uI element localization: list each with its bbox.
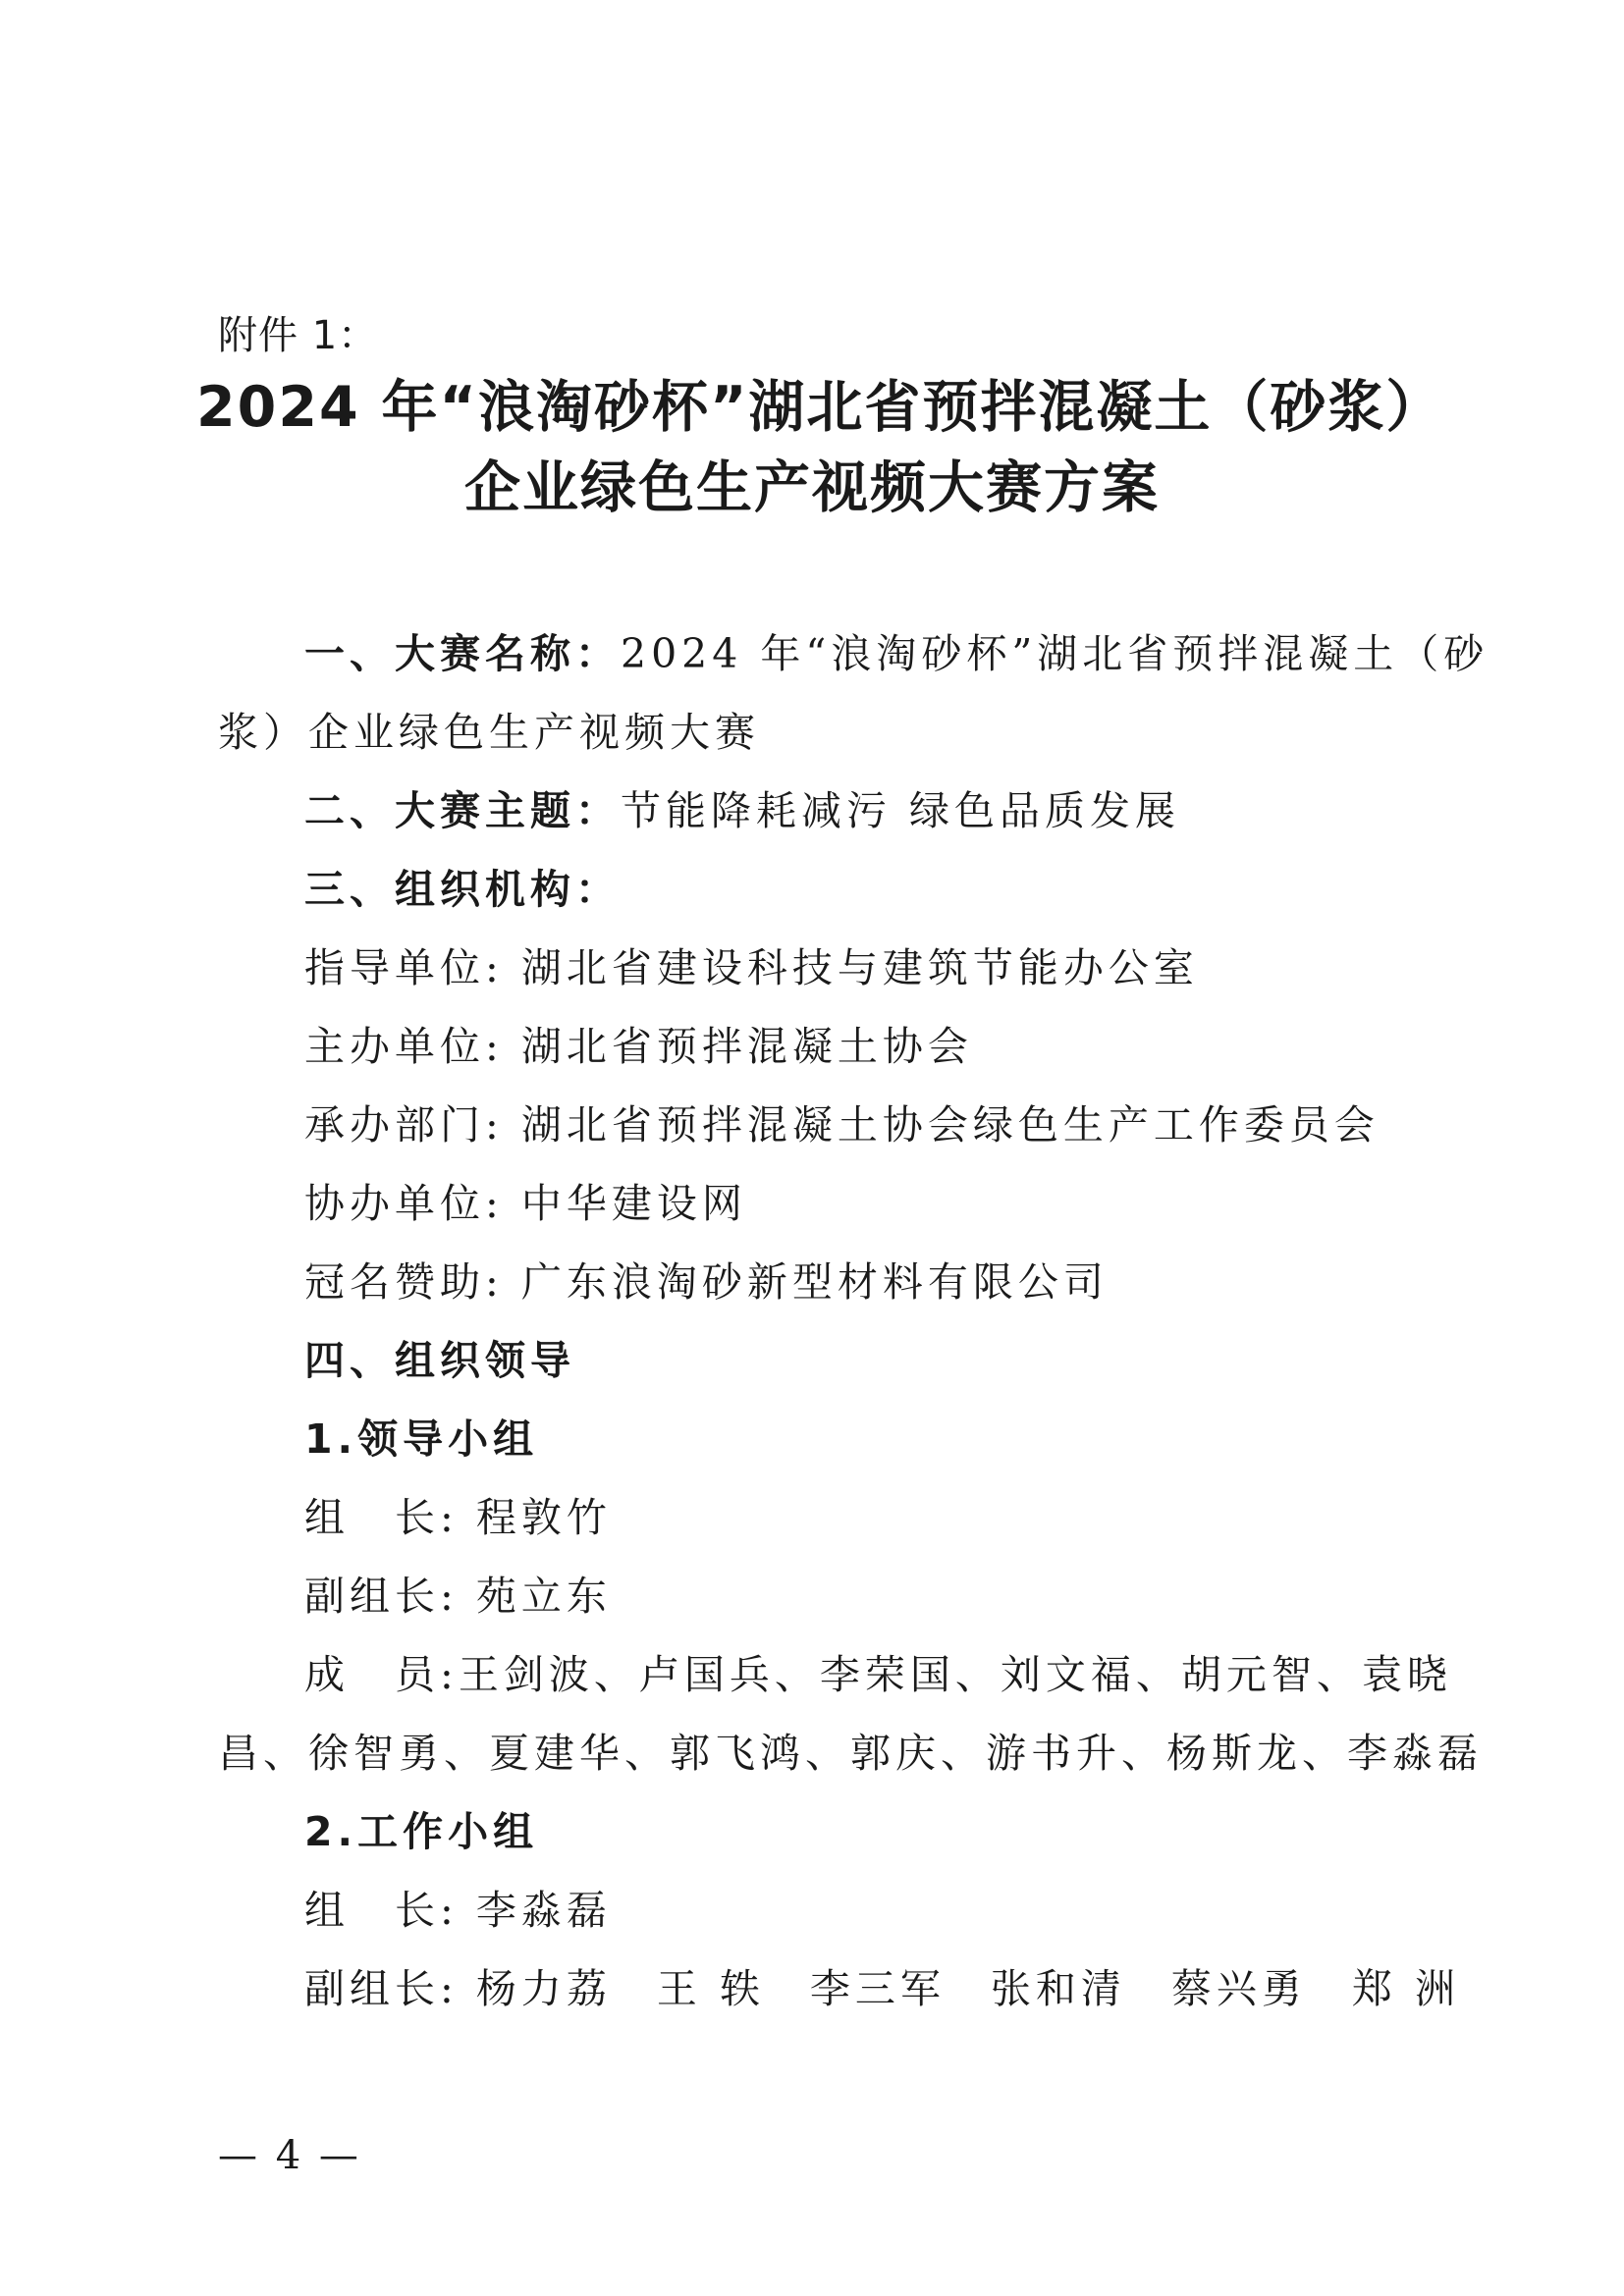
org-item-host bbox=[304, 1019, 1410, 1074]
person-name: 苑立东 bbox=[475, 1573, 612, 1620]
group-1-heading: 1.领导小组 bbox=[304, 1415, 539, 1463]
section-2-line bbox=[304, 783, 1410, 838]
person-names: 杨力荔 王 轶 李三军 张和清 蔡兴勇 郑 洲 bbox=[475, 1965, 1460, 2012]
group-2-deputies bbox=[304, 1961, 1460, 2016]
role-label: 组 长: bbox=[304, 1887, 459, 1934]
org-item-value: 广东浪淘砂新型材料有限公司 bbox=[520, 1258, 1109, 1306]
group-1-deputy bbox=[304, 1569, 1410, 1624]
section-1-text-1: 2024 年“浪淘砂杯”湖北省预拌混凝土（砂 bbox=[621, 630, 1489, 677]
section-1-line-1 bbox=[304, 626, 1489, 681]
section-4-heading: 四、组织领导 bbox=[304, 1337, 575, 1384]
org-item-label: 主办单位: bbox=[304, 1023, 504, 1070]
org-item-label: 冠名赞助: bbox=[304, 1258, 504, 1306]
member-names: 王剑波、卢国兵、李荣国、刘文福、胡元智、袁晓 bbox=[458, 1651, 1452, 1698]
role-label: 副组长: bbox=[304, 1573, 459, 1620]
section-2-text: 节能降耗减污 绿色品质发展 bbox=[621, 787, 1181, 834]
org-item-value: 中华建设网 bbox=[520, 1180, 747, 1227]
role-label: 组 长: bbox=[304, 1494, 459, 1541]
person-name: 李淼磊 bbox=[475, 1887, 612, 1934]
attachment-label: 附件 1： bbox=[218, 313, 379, 358]
org-item-value: 湖北省建设科技与建筑节能办公室 bbox=[520, 944, 1199, 991]
person-name: 程敦竹 bbox=[475, 1494, 612, 1541]
member-names: 昌、徐智勇、夏建华、郭飞鸿、郭庆、游书升、杨斯龙、李淼磊 bbox=[218, 1730, 1483, 1777]
org-item-organizer bbox=[304, 1097, 1410, 1152]
document-title-line-1: 2024 年“浪淘砂杯”湖北省预拌混凝土（砂浆） bbox=[196, 375, 1444, 440]
org-item-sponsor bbox=[304, 1255, 1410, 1309]
org-item-label: 协办单位: bbox=[304, 1180, 504, 1227]
section-1-line-2 bbox=[218, 705, 1410, 760]
org-item-value: 湖北省预拌混凝土协会 bbox=[520, 1023, 973, 1070]
org-item-label: 指导单位: bbox=[304, 944, 504, 991]
group-2-heading: 2.工作小组 bbox=[304, 1808, 539, 1855]
group-1-members-line-1 bbox=[304, 1647, 1452, 1702]
org-item-co-organizer bbox=[304, 1176, 1410, 1231]
section-1-heading: 一、大赛名称： bbox=[304, 630, 621, 677]
group-1-members-line-2 bbox=[218, 1726, 1483, 1781]
section-3-heading: 三、组织机构： bbox=[304, 866, 621, 913]
page-number: — 4 — bbox=[218, 2133, 361, 2178]
role-label: 副组长: bbox=[304, 1965, 459, 2012]
org-item-guidance bbox=[304, 940, 1410, 995]
group-1-leader bbox=[304, 1490, 1410, 1545]
role-label: 成 员: bbox=[304, 1651, 459, 1698]
section-1-text-2: 浆）企业绿色生产视频大赛 bbox=[218, 709, 760, 756]
section-2-heading: 二、大赛主题： bbox=[304, 787, 621, 834]
org-item-label: 承办部门: bbox=[304, 1101, 504, 1148]
document-title-line-2: 企业绿色生产视频大赛方案 bbox=[464, 455, 1160, 520]
group-2-leader bbox=[304, 1883, 1410, 1938]
org-item-value: 湖北省预拌混凝土协会绿色生产工作委员会 bbox=[520, 1101, 1380, 1148]
